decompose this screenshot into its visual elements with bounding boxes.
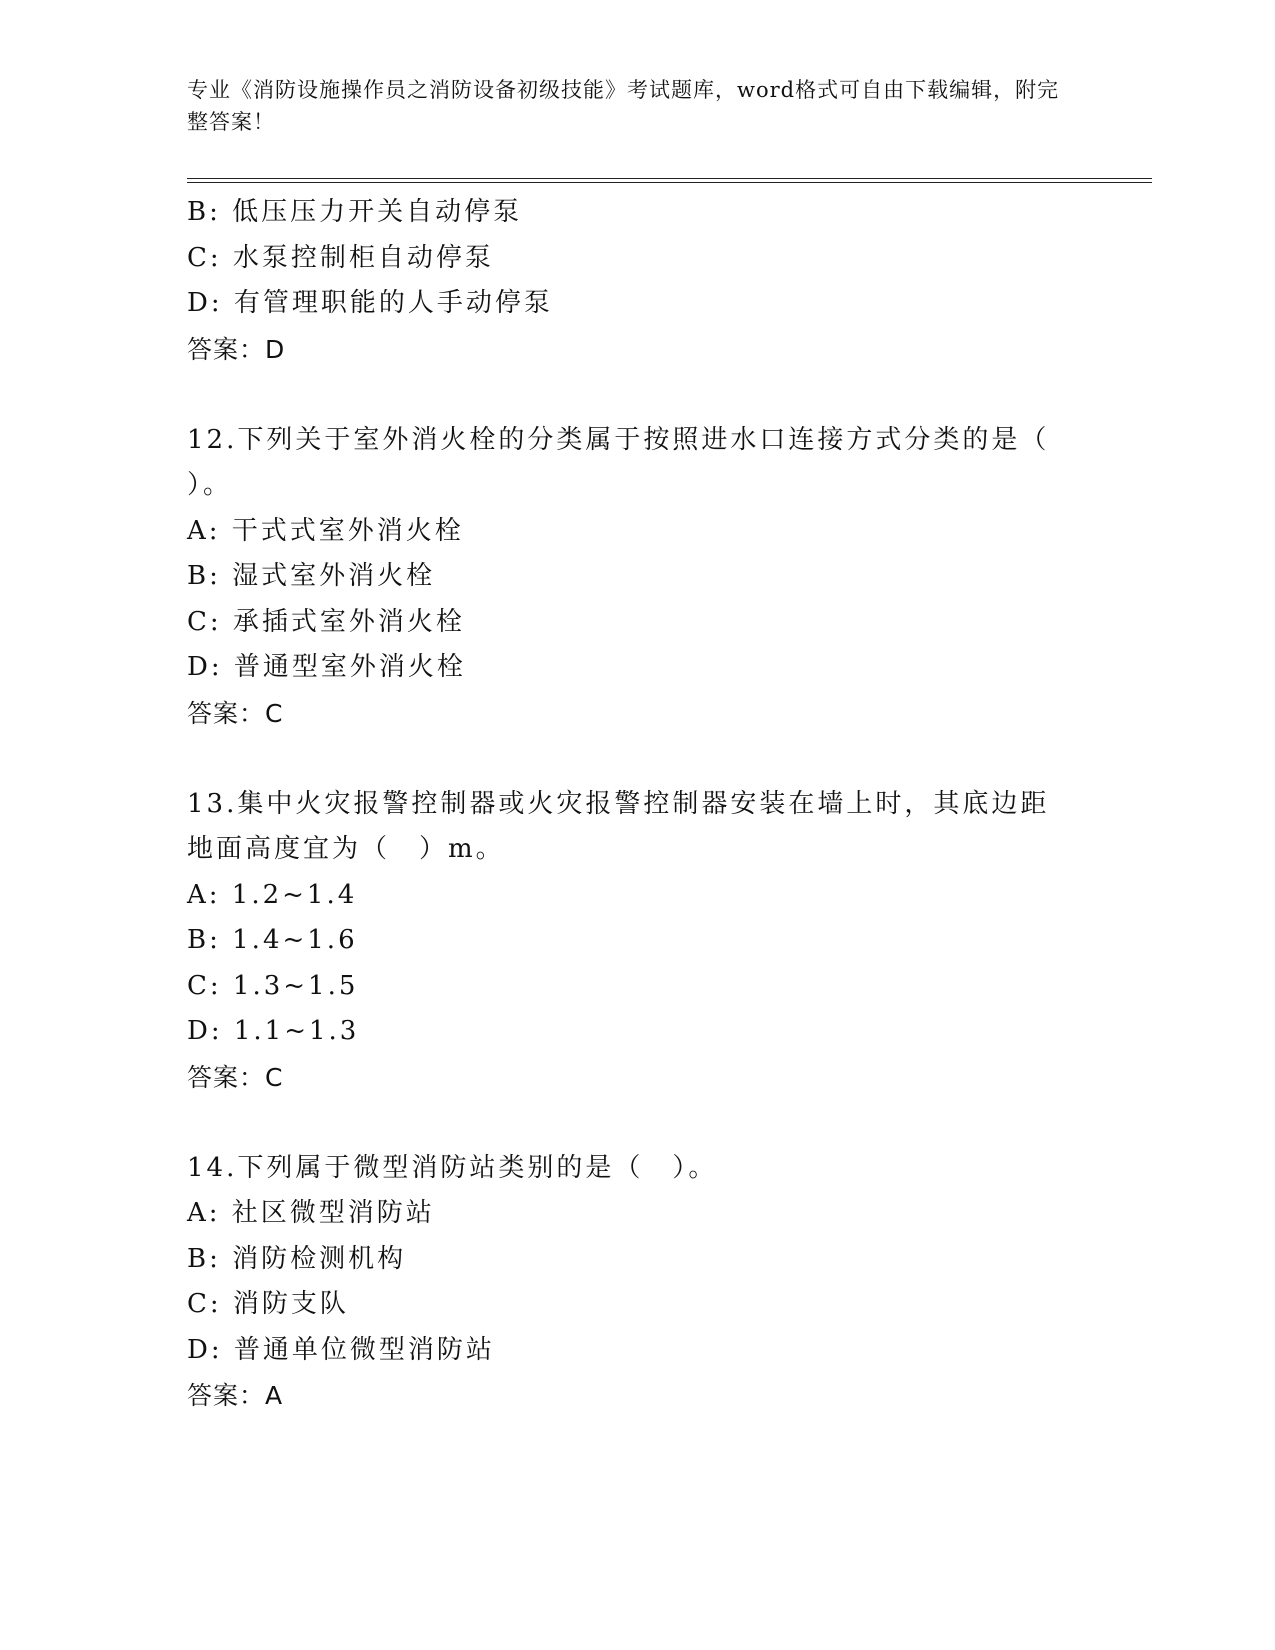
answer: 答案：C: [187, 698, 284, 728]
option-c: C: 承插式室外消火栓: [187, 606, 465, 637]
option-b: B: 湿式室外消火栓: [187, 561, 436, 591]
option-d: D: 1.1~1.3: [187, 1016, 360, 1046]
option-a: A: 干式式室外消火栓: [187, 515, 464, 546]
option-b: B: 消防检测机构: [187, 1243, 407, 1274]
option-a: A: 社区微型消防站: [187, 1198, 435, 1228]
question-text: 12.下列关于室外消火栓的分类属于按照进水口连接方式分类的是（ ）。: [187, 424, 1050, 500]
option-c: C: 水泵控制柜自动停泵: [187, 242, 494, 273]
option-c: C: 1.3~1.5: [187, 970, 359, 1001]
question-text: 14.下列属于微型消防站类别的是（ ）。: [187, 1152, 718, 1183]
option-b: B: 1.4~1.6: [187, 925, 358, 955]
option-c: C: 消防支队: [187, 1289, 349, 1319]
option-b: B: 低压压力开关自动停泵: [187, 197, 523, 227]
option-d: D: 普通单位微型消防站: [187, 1334, 495, 1365]
question-text: 13.集中火灾报警控制器或火灾报警控制器安装在墙上时，其底边距地面高度宜为（ ）m。: [187, 788, 1050, 864]
question-11-continuation: [187, 190, 1087, 373]
answer: 答案：A: [187, 1381, 284, 1410]
option-d: D: 普通型室外消火栓: [187, 652, 466, 682]
header-divider-bottom: [187, 182, 1152, 183]
option-a: A: 1.2~1.4: [187, 879, 358, 910]
question-content: [187, 190, 1087, 1419]
question-12: [187, 418, 1087, 737]
header-divider-top: [187, 178, 1152, 179]
option-d: D: 有管理职能的人手动停泵: [187, 288, 553, 318]
answer: 答案：D: [187, 334, 286, 364]
document-header: 专业《消防设施操作员之消防设备初级技能》考试题库，word格式可自由下载编辑，附完整答案！: [187, 78, 1060, 134]
question-14: [187, 1146, 1087, 1420]
question-13: [187, 782, 1087, 1101]
answer: 答案：C: [187, 1062, 284, 1092]
